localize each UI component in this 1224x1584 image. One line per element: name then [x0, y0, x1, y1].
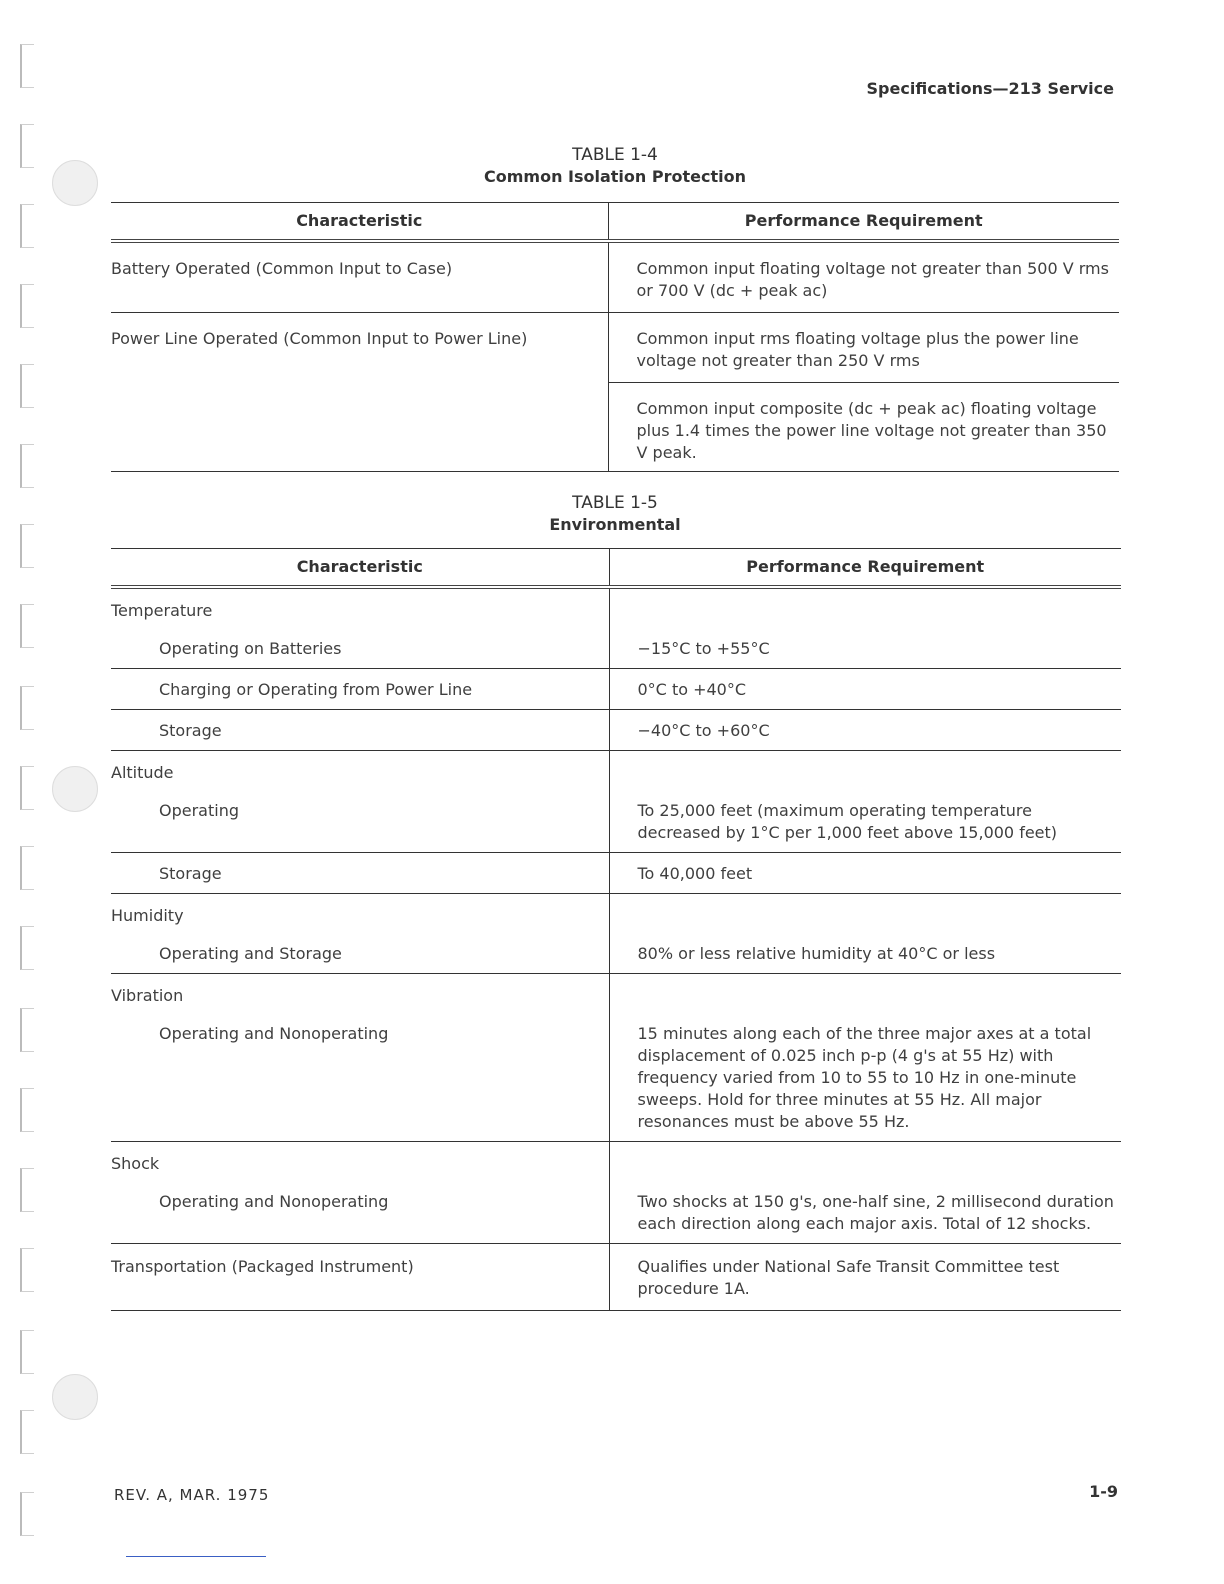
binder-mark [20, 1008, 34, 1052]
characteristic-cell: Charging or Operating from Power Line [159, 680, 473, 699]
group-label: Shock [111, 1154, 160, 1173]
binder-mark [20, 524, 34, 568]
column-header: Characteristic [111, 549, 609, 588]
table-common-isolation [111, 202, 1119, 472]
table-row [111, 1181, 1121, 1244]
characteristic-cell: Power Line Operated (Common Input to Power Line) [111, 329, 528, 348]
binder-mark [20, 444, 34, 488]
requirement-cell: Common input rms floating voltage plus the power line voltage not greater than 250 V rms [636, 329, 1079, 370]
requirement-cell: 80% or less relative humidity at 40°C or less [637, 944, 996, 963]
binder-mark [20, 284, 34, 328]
binder-mark [20, 44, 34, 88]
scan-rule [126, 1556, 266, 1557]
binder-mark [20, 604, 34, 648]
requirement-cell: Common input composite (dc + peak ac) floating voltage plus 1.4 times the power line voltage not greater than 350 V peak. [636, 399, 1107, 462]
table-row [111, 933, 1121, 974]
table-row [111, 669, 1121, 710]
requirement-cell: −15°C to +55°C [637, 639, 770, 658]
column-header: Performance Requirement [608, 203, 1119, 242]
binder-mark [20, 204, 34, 248]
group-label: Altitude [111, 763, 174, 782]
binder-mark [20, 1410, 34, 1454]
column-header: Performance Requirement [609, 549, 1121, 588]
binder-mark [20, 1168, 34, 1212]
binder-mark [20, 766, 34, 810]
table-row [111, 894, 1121, 934]
characteristic-cell: Operating and Nonoperating [159, 1192, 389, 1211]
characteristic-cell: Operating [159, 801, 239, 820]
binder-mark [20, 1088, 34, 1132]
characteristic-cell: Storage [159, 721, 222, 740]
table-row [111, 1013, 1121, 1142]
characteristic-cell: Storage [159, 864, 222, 883]
binder-mark [20, 1492, 34, 1536]
binder-mark [20, 926, 34, 970]
requirement-cell: 15 minutes along each of the three major axes at a total displacement of 0.025 inch p-p (4 g's at 55 Hz) with frequency varied from 10 to 55 to 10 Hz in one-minute sweeps. Hold for three minutes at 55 Hz. All major resonances must be above 55 Hz. [637, 1024, 1092, 1131]
group-label: Humidity [111, 906, 184, 925]
punch-hole [52, 766, 98, 812]
requirement-cell: Common input floating voltage not greater than 500 V rms or 700 V (dc + peak ac) [636, 259, 1109, 300]
table-row [111, 628, 1121, 669]
binder-mark [20, 846, 34, 890]
table-title: Common Isolation Protection [484, 167, 746, 186]
binder-mark [20, 1330, 34, 1374]
table-row [111, 751, 1121, 791]
characteristic-cell: Operating on Batteries [159, 639, 342, 658]
table-row [111, 313, 1119, 383]
binder-mark [20, 1248, 34, 1292]
requirement-cell: To 40,000 feet [637, 864, 753, 883]
binder-mark [20, 124, 34, 168]
table-title: Environmental [549, 515, 681, 534]
revision-note: REV. A, MAR. 1975 [114, 1486, 270, 1504]
column-header: Characteristic [111, 203, 608, 242]
characteristic-cell: Operating and Nonoperating [159, 1024, 389, 1043]
requirement-cell: Qualifies under National Safe Transit Committee test procedure 1A. [637, 1257, 1060, 1298]
table-row [111, 1142, 1121, 1182]
table-row [111, 710, 1121, 751]
characteristic-cell: Battery Operated (Common Input to Case) [111, 259, 453, 278]
punch-hole [52, 1374, 98, 1420]
requirement-cell: To 25,000 feet (maximum operating temperature decreased by 1°C per 1,000 feet above 15,000 feet) [637, 801, 1058, 842]
punch-hole [52, 160, 98, 206]
group-label: Vibration [111, 986, 184, 1005]
page-number: 1-9 [1089, 1482, 1118, 1501]
group-label: Temperature [111, 601, 213, 620]
table-environmental [111, 548, 1121, 1311]
table-number: TABLE 1-5 [572, 493, 658, 513]
characteristic-cell: Transportation (Packaged Instrument) [111, 1257, 414, 1276]
table-row [111, 587, 1121, 628]
table-1-4-caption [110, 144, 1120, 188]
requirement-cell: 0°C to +40°C [637, 680, 747, 699]
table-row [111, 790, 1121, 853]
table-number: TABLE 1-4 [572, 145, 658, 165]
table-1-5-caption [110, 492, 1120, 536]
binder-mark [20, 686, 34, 730]
table-row [111, 853, 1121, 894]
binder-mark [20, 364, 34, 408]
requirement-cell: −40°C to +60°C [637, 721, 770, 740]
table-row [111, 1244, 1121, 1311]
table-row [111, 241, 1119, 313]
characteristic-cell: Operating and Storage [159, 944, 342, 963]
table-row [111, 974, 1121, 1014]
page-header: Specifications—213 Service [866, 79, 1114, 98]
requirement-cell: Two shocks at 150 g's, one-half sine, 2 millisecond duration each direction along each major axis. Total of 12 shocks. [637, 1192, 1114, 1233]
